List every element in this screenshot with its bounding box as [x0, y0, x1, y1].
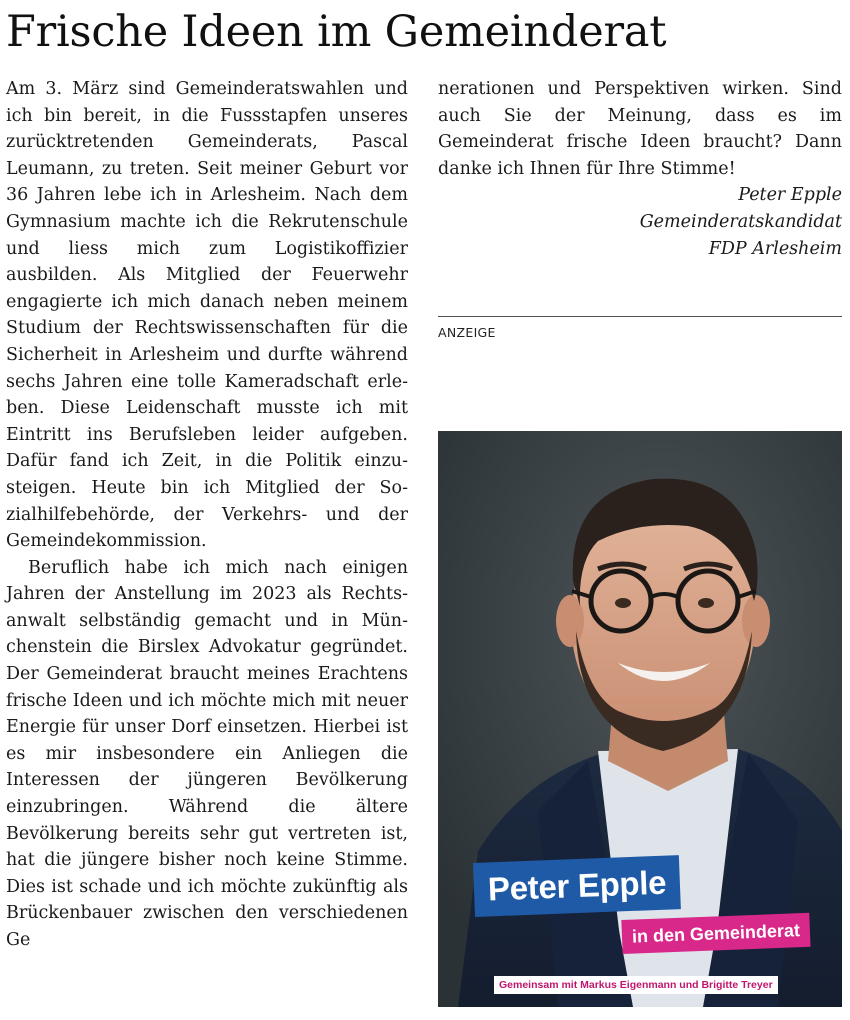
signature-name: Peter Epple [738, 185, 842, 206]
article-paragraph: Am 3. März sind Gemeinderatswahlen und ich bin bereit, in die Fussstapfen unseres zurücktretenden Gemeinderats, Pascal Leumann, zu treten. Seit meiner Geburt vor 36 Jahren lebe ich in Arlesheim. Nach dem Gymnasium machte ich die Rekrutenschule und liess mich zum Logistikoffizier ausbilden. Als Mitglied der Feuerwehr engagierte ich mich danach neben meinem Studium der Rechtswissenschaften für die Sicherheit in Arlesheim und durfte während sechs Jahren eine tolle Kameradschaft erleben. Diese Leidenschaft musste ich mit Eintritt ins Berufsleben leider aufgeben. Dafür fand ich Zeit, in die Politik einzusteigen. Heute bin ich Mitglied der Sozialhilfebehörde, der Verkehrs- und der Gemeindekommission. [6, 79, 408, 552]
article-left-column [6, 76, 408, 954]
signature-party: FDP Arlesheim [708, 238, 842, 259]
article-paragraph: Beruflich habe ich mich nach einigen Jahren der Anstellung im 2023 als Rechtsanwalt selbständig gemacht und in Münchenstein die Birslex Advokatur gegründet. Der Gemeinderat braucht meines Erachtens frische Ideen und ich möchte mich mit neuer Energie für unser Dorf einsetzen. Hierbei ist es mir insbesondere ein Anliegen die Interessen der jüngeren Bevölkerung einzubringen. Während die ältere Bevölkerung bereits sehr gut vertreten ist, hat die jüngere bisher noch keine Stimme. Dies ist schade und ich möchte zukünftig als Brückenbauer zwischen den verschiedenen Ge [6, 557, 408, 950]
ad-tagline: Gemeinsam mit Markus Eigenmann und Brigitte Treyer [494, 976, 778, 994]
campaign-ad [438, 431, 842, 1007]
ad-subtitle-banner: in den Gemeinderat [621, 913, 810, 954]
ad-name-banner: Peter Epple [473, 855, 681, 917]
ad-label: ANZEIGE [438, 325, 496, 340]
article-right-column [438, 76, 842, 262]
divider [438, 316, 842, 317]
signature-role: Gemeinderatskandidat [639, 211, 842, 232]
headline: Frische Ideen im Gemeinderat [6, 7, 667, 57]
article-paragraph: nerationen und Perspektiven wirken. Sind auch Sie der Meinung, dass es im Gemeinderat frische Ideen braucht? Dann danke ich Ihnen für Ihre Stimme! [438, 79, 842, 179]
